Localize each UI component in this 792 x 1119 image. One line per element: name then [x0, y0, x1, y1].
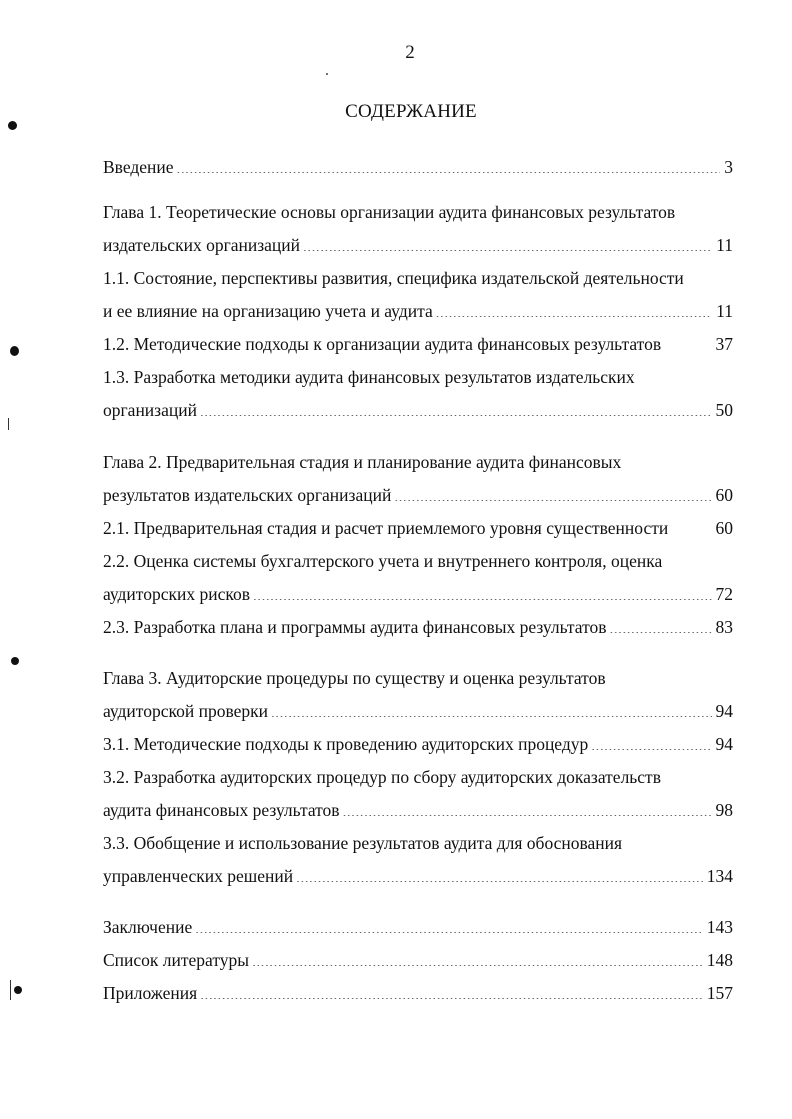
- dot-leader: [591, 733, 711, 751]
- toc-entry-label: Глава 2. Предварительная стадия и планирование аудита финансовых: [103, 452, 622, 472]
- toc-entry-page: 98: [715, 800, 733, 820]
- toc-entry-label: управленческих решений: [103, 866, 294, 886]
- toc-intro: [103, 151, 733, 184]
- toc-entry-page: 60: [715, 485, 733, 505]
- scan-artifact-line: [8, 418, 9, 430]
- toc-entry-label: Список литературы: [103, 950, 250, 970]
- toc-chapter-2: [103, 446, 733, 644]
- dot-leader: [296, 865, 703, 883]
- toc-entry: [103, 512, 733, 545]
- toc-entry-label: 2.1. Предварительная стадия и расчет приемлемого уровня существенности: [103, 518, 669, 538]
- toc-chapter-1: [103, 196, 733, 427]
- dot-leader: [253, 583, 712, 601]
- toc-entry-label: 2.2. Оценка системы бухгалтерского учета и внутреннего контроля, оценка: [103, 551, 663, 571]
- dot-leader: [436, 300, 712, 318]
- toc-entry-label: 1.1. Состояние, перспективы развития, специфика издательской деятельности: [103, 268, 684, 288]
- dot-leader: [252, 949, 703, 967]
- toc-chapter-3: [103, 662, 733, 893]
- toc-entry-label: Введение: [103, 157, 174, 177]
- dot-leader: [394, 484, 711, 502]
- toc-entry: [103, 977, 733, 1010]
- toc-entry-page: 11: [716, 301, 733, 321]
- toc-entry-label: 3.3. Обобщение и использование результатов аудита для обоснования: [103, 833, 623, 853]
- page-number: 2: [405, 42, 415, 63]
- toc-entry-label: Приложения: [103, 983, 198, 1003]
- toc-entry-label: аудиторских рисков: [103, 584, 250, 604]
- page-title: СОДЕРЖАНИЕ: [345, 101, 477, 122]
- toc-entry-label: аудита финансовых результатов: [103, 800, 340, 820]
- toc-entry-label: 1.3. Разработка методики аудита финансовых результатов издательских: [103, 367, 635, 387]
- toc-entry: [103, 794, 733, 827]
- toc-entry-label: 2.3. Разработка плана и программы аудита финансовых результатов: [103, 617, 607, 637]
- toc-entry: [103, 860, 733, 893]
- toc-entry-label: издательских организаций: [103, 235, 301, 255]
- toc-entry-label: Глава 3. Аудиторские процедуры по существу и оценка результатов: [103, 668, 606, 688]
- toc-entry-page: 94: [715, 734, 733, 754]
- toc-entry-page: 83: [715, 617, 733, 637]
- toc-entry-page: 60: [715, 518, 733, 538]
- binding-hole-mark: [11, 657, 19, 665]
- toc-back-matter: [103, 911, 733, 1010]
- toc-entry-label: аудиторской проверки: [103, 701, 268, 721]
- toc-entry-page: 134: [706, 866, 733, 886]
- toc-entry-page: 157: [706, 983, 733, 1003]
- binding-hole-mark: [14, 986, 22, 994]
- toc-entry: [103, 944, 733, 977]
- dot-leader: [663, 333, 714, 351]
- toc-entry-page: 148: [706, 950, 733, 970]
- toc-entry: [103, 394, 733, 427]
- dot-leader: [343, 799, 712, 817]
- toc-entry: [103, 295, 733, 328]
- toc-entry: [103, 578, 733, 611]
- toc-entry: [103, 695, 733, 728]
- toc-entry-page: 50: [715, 400, 733, 420]
- dot-leader: [200, 399, 712, 417]
- toc-entry: [103, 151, 733, 184]
- toc-entry: [103, 328, 733, 361]
- toc-entry-label: организаций: [103, 400, 197, 420]
- dot-leader: [610, 616, 712, 634]
- dot-leader: [195, 916, 703, 934]
- scan-artifact-line: [10, 980, 11, 1000]
- dot-leader: [271, 700, 712, 718]
- toc-entry-page: 143: [706, 917, 733, 937]
- toc-entry-label: и ее влияние на организацию учета и аудита: [103, 301, 433, 321]
- toc-entry-page: 11: [716, 235, 733, 255]
- toc-entry-label: результатов издательских организаций: [103, 485, 392, 505]
- dot-leader: [177, 156, 721, 174]
- toc-entry: [103, 479, 733, 512]
- scan-artifact-dot: [326, 73, 328, 75]
- toc-entry: [103, 229, 733, 262]
- dot-leader: [670, 517, 714, 535]
- toc-entry-label: 3.1. Методические подходы к проведению аудиторских процедур: [103, 734, 589, 754]
- toc-entry-page: 94: [715, 701, 733, 721]
- binding-hole-mark: [10, 346, 19, 356]
- toc-entry-page: 3: [724, 157, 733, 177]
- toc-entry-label: Заключение: [103, 917, 193, 937]
- toc-entry: [103, 611, 733, 644]
- dot-leader: [200, 982, 703, 1000]
- toc-entry-label: 1.2. Методические подходы к организации аудита финансовых результатов: [103, 334, 662, 354]
- toc-entry: [103, 911, 733, 944]
- toc-entry-page: 72: [715, 584, 733, 604]
- toc-entry-label: Глава 1. Теоретические основы организации аудита финансовых результатов: [103, 202, 676, 222]
- toc-entry-label: 3.2. Разработка аудиторских процедур по сбору аудиторских доказательств: [103, 767, 661, 787]
- toc-entry-page: 37: [715, 334, 733, 354]
- toc-entry: [103, 728, 733, 761]
- dot-leader: [303, 234, 712, 252]
